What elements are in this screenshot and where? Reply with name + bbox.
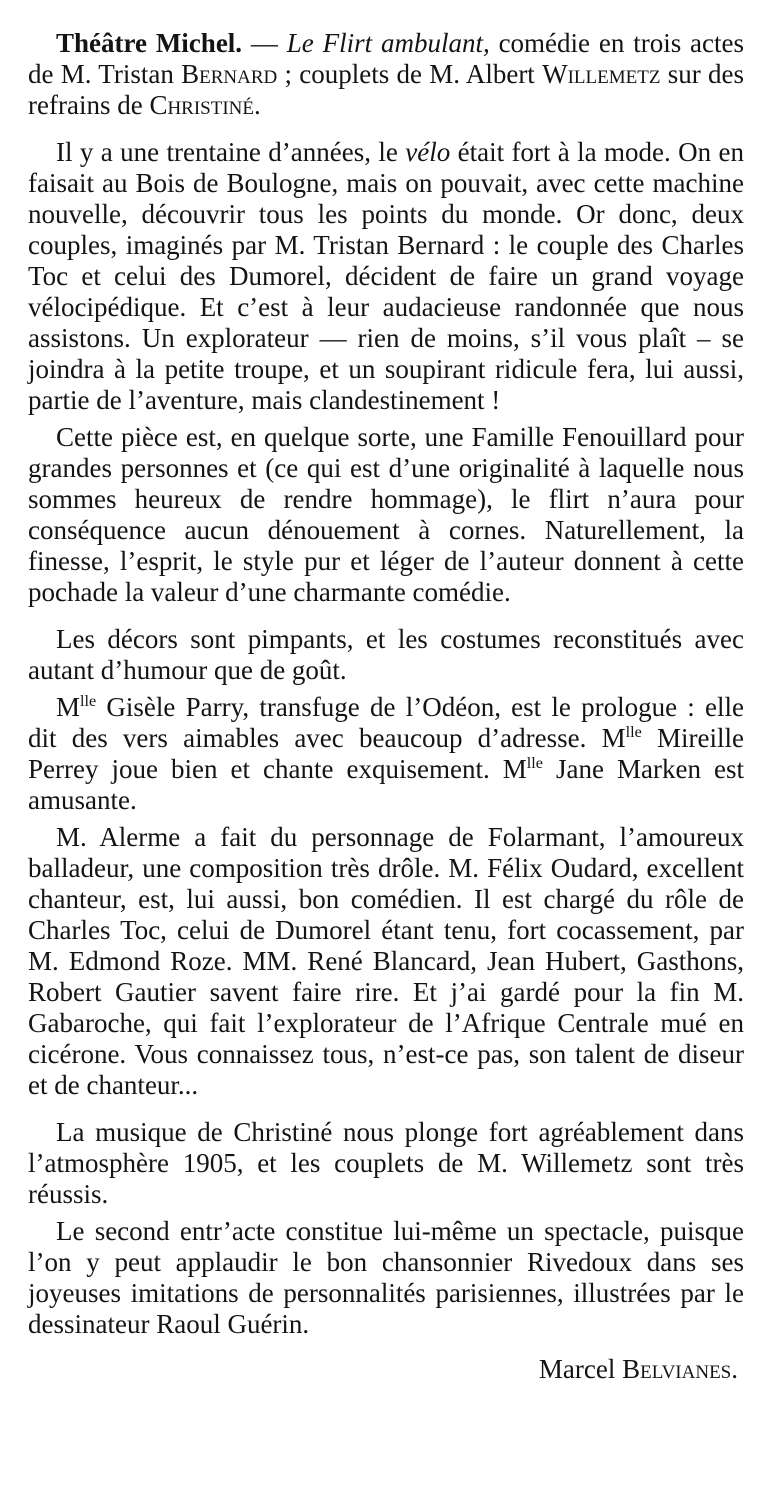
review-header xyxy=(28,28,744,121)
review-article xyxy=(28,28,744,1385)
paragraph-actors: M. Alerme a fait du personnage de Folarmant, l’amoureux balladeur, une composition très drôle. M. Félix Oudard, excellent chanteur, est, lui aussi, bon comédien. Il est chargé du rôle de Charles Toc, celui de Dumorel étant tenu, fort cocassement, par M. Edmond Roze. MM. René Blancard, Jean Hubert, Gasthons, Robert Gautier savent faire rire. Et j’ai gardé pour la fin M. Gabaroche, qui fait l’explorateur de l’Afrique Centrale mué en cicérone. Vous connaissez tous, n’est-ce pas, son talent de diseur et de chanteur... xyxy=(28,822,744,1100)
velo-word: vélo xyxy=(405,137,451,167)
lyricist-surname: Willemetz xyxy=(542,59,661,89)
signature xyxy=(28,1354,744,1385)
paragraph-actresses-a: Gisèle Parry, transfuge de l’Odéon, est le prologue : elle dit des vers aimables avec beaucoup d’adresse. xyxy=(28,692,744,753)
paragraph-entracte: Le second entr’acte constitue lui-même un spectacle, puisque l’on y peut applaudir le bon chansonnier Rivedoux dans ses joyeuses imitations de personnalités parisiennes, illustrées par le dessinateur Raoul Guérin. xyxy=(28,1216,744,1339)
composer-name: Christiné xyxy=(149,90,254,120)
paragraph-assessment: Cette pièce est, en quelque sorte, une Famille Fenouillard pour grandes personnes et (ce qui est d’une originalité à laquelle nous sommes heureux de rendre hommage), le flirt n’aura pour conséquence aucun dénouement à cornes. Naturellement, la finesse, l’esprit, le style pur et léger de l’auteur donnent à cette pochade la valeur d’une charmante comédie. xyxy=(28,422,744,607)
paragraph-plot xyxy=(28,137,744,416)
title-m: M xyxy=(502,754,527,784)
header-end: . xyxy=(254,90,261,120)
paragraph-plot-b: était fort à la mode. On en faisait au Bois de Boulogne, mais on pouvait, avec cette machine nouvelle, découvrir tous les points du monde. Or donc, deux couples, imaginés par M. Tristan Bernard : le couple des Charles Toc et celui des Dumorel, décident de faire un grand voyage vélocipédique. Et c’est à leur audacieuse randonnée que nous assistons. Un explorateur — rien de moins, s’il vous plaît – se joindra à la petite troupe, et un soupirant ridicule fera, lui aussi, partie de l’aventure, mais clandestinement ! xyxy=(28,137,744,415)
header-genre: comédie en trois actes de M. Tristan xyxy=(28,28,745,89)
paragraph-decor: Les décors sont pimpants, et les costumes reconstitués avec autant d’humour que de goût. xyxy=(28,624,744,685)
title-m: M xyxy=(601,723,626,753)
title-sup: lle xyxy=(80,692,97,710)
signature-end: . xyxy=(731,1354,738,1384)
paragraph-actresses-c: Jane Marken est amusante. xyxy=(28,754,745,815)
signature-first: Marcel xyxy=(538,1354,623,1384)
paragraph-actresses-b: Mireille Perrey joue bien et chante exquisement. xyxy=(28,723,744,784)
paragraph-plot-a: Il y a une trentaine d’années, le xyxy=(56,137,406,167)
header-refrains: sur des refrains de xyxy=(28,59,744,120)
theatre-name: Théâtre Michel. xyxy=(56,28,243,58)
signature-last: Belvianes xyxy=(622,1354,732,1384)
header-dash: — xyxy=(242,28,287,58)
author-surname: Bernard xyxy=(181,59,278,89)
header-couplets: ; couplets de M. Albert xyxy=(277,59,543,89)
title-m: M xyxy=(56,692,81,722)
play-title: Le Flirt ambulant, xyxy=(286,28,490,58)
title-sup: lle xyxy=(625,723,642,741)
paragraph-music: La musique de Christiné nous plonge fort agréablement dans l’atmosphère 1905, et les couplets de M. Willemetz sont très réussis. xyxy=(28,1117,744,1209)
title-sup: lle xyxy=(526,754,543,772)
paragraph-actresses xyxy=(28,692,744,816)
